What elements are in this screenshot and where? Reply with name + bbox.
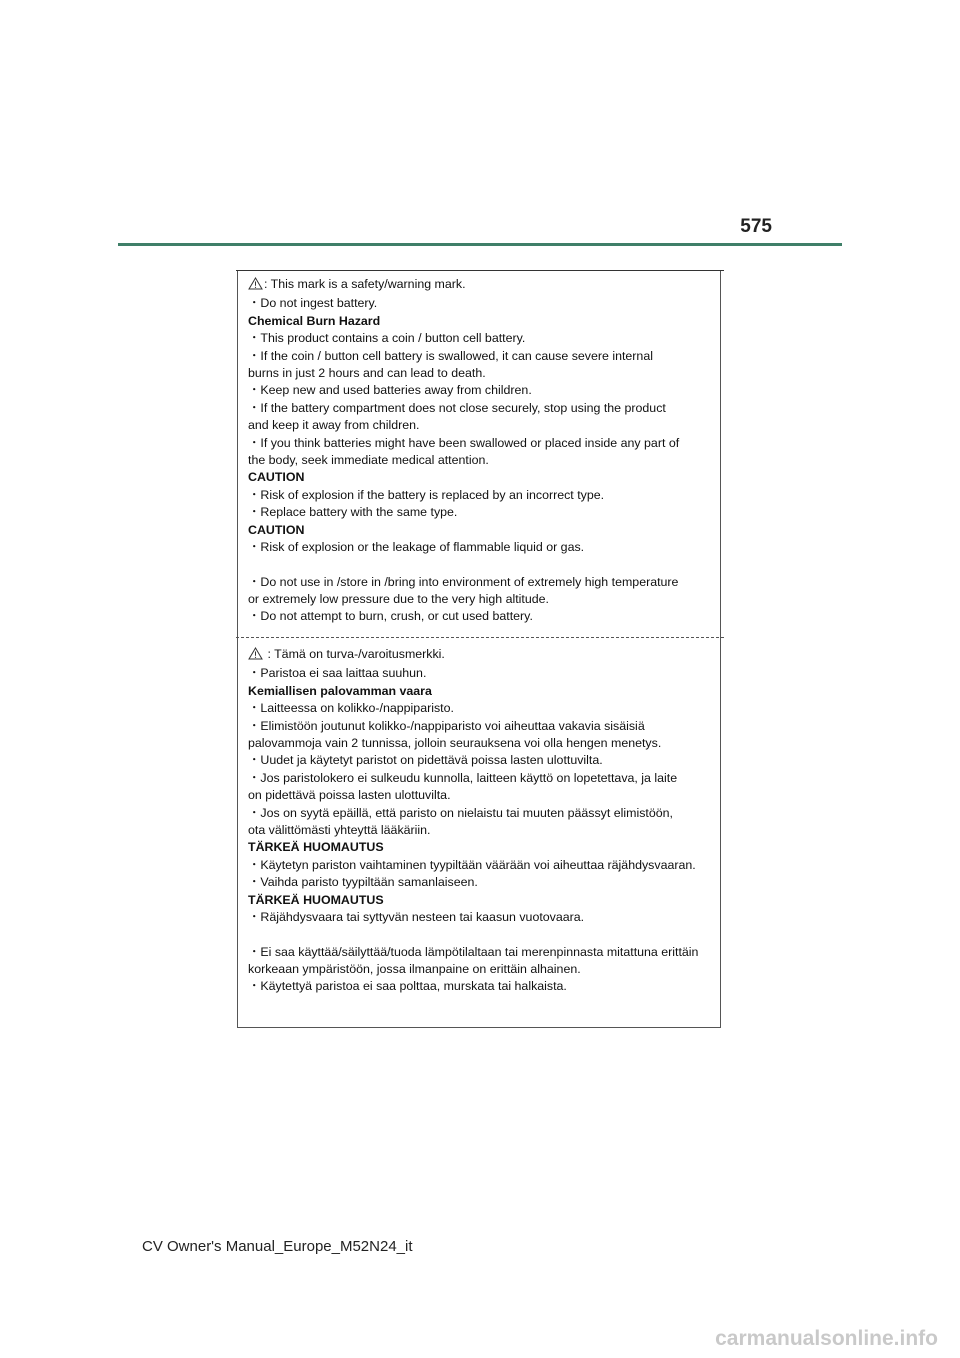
text-line: ・Do not ingest battery. (248, 296, 378, 311)
text-line: ・If the battery compartment does not close securely, stop using the product (248, 400, 666, 415)
text-line: ・Laitteessa on kolikko-/nappiparisto. (248, 701, 454, 716)
text-line: ・This product contains a coin / button cell battery. (248, 331, 526, 346)
text-line: ・Do not attempt to burn, crush, or cut used battery. (248, 609, 533, 624)
english-warning-block (248, 276, 714, 626)
language-divider (236, 637, 724, 638)
text-line: on pidettävä poissa lasten ulottuvilta. (248, 788, 451, 803)
manual-footer: CV Owner's Manual_Europe_M52N24_it (142, 1238, 413, 1255)
text-line: ・Paristoa ei saa laittaa suuhun. (248, 666, 427, 681)
text-line: ・Jos paristolokero ei sulkeudu kunnolla, laitteen käyttö on lopetettava, ja laite (248, 770, 678, 785)
text-line: ・If you think batteries might have been swallowed or placed inside any part of (248, 435, 680, 450)
watermark: carmanualsonline.info (715, 1327, 938, 1350)
section-heading: Kemiallisen palovamman vaara (248, 683, 432, 698)
text-line: ・Do not use in /store in /bring into environment of extremely high temperature (248, 574, 679, 589)
caution-heading: TÄRKEÄ HUOMAUTUS (248, 892, 384, 907)
label-top-border (236, 270, 724, 271)
text-line: the body, seek immediate medical attention. (248, 453, 489, 468)
text-line: ota välittömästi yhteyttä lääkäriin. (248, 823, 431, 838)
spacer (248, 927, 714, 944)
text-line: ・Ei saa käyttää/säilyttää/tuoda lämpötilaltaan tai merenpinnasta mitattuna erittäin (248, 944, 699, 959)
text-line: or extremely low pressure due to the very high altitude. (248, 591, 549, 606)
warning-triangle-icon (248, 277, 263, 295)
text-line: ・Käytettyä paristoa ei saa polttaa, murskata tai halkaista. (248, 979, 567, 994)
text-line: korkeaan ympäristöön, jossa ilmanpaine on erittäin alhainen. (248, 961, 581, 976)
warning-triangle-icon (248, 647, 263, 665)
header-rule (118, 243, 842, 246)
text-line: burns in just 2 hours and can lead to death. (248, 366, 486, 381)
section-heading: Chemical Burn Hazard (248, 313, 381, 328)
spacer (248, 557, 714, 574)
text-line: ・Räjähdysvaara tai syttyvän nesteen tai kaasun vuotovaara. (248, 910, 585, 925)
warning-mark-line: : Tämä on turva-/varoitusmerkki. (248, 646, 714, 665)
finnish-warning-block (248, 646, 714, 996)
battery-warning-label (237, 270, 721, 1028)
text-line: ・Uudet ja käytetyt paristot on pidettävä poissa lasten ulottuvilta. (248, 753, 603, 768)
text-line: ・If the coin / button cell battery is swallowed, it can cause severe internal (248, 348, 653, 363)
page-number: 575 (740, 216, 772, 237)
text-line: and keep it away from children. (248, 418, 420, 433)
text-line: ・Vaihda paristo tyypiltään samanlaiseen. (248, 875, 478, 890)
caution-heading: TÄRKEÄ HUOMAUTUS (248, 840, 384, 855)
text-line: ・Käytetyn pariston vaihtaminen tyypiltään väärään voi aiheuttaa räjähdysvaaran. (248, 857, 696, 872)
text-line: ・Jos on syytä epäillä, että paristo on nielaistu tai muuten päässyt elimistöön, (248, 805, 673, 820)
text-line: ・Risk of explosion if the battery is replaced by an incorrect type. (248, 487, 605, 502)
text-line: ・Replace battery with the same type. (248, 505, 458, 520)
caution-heading: CAUTION (248, 470, 305, 485)
caution-heading: CAUTION (248, 522, 305, 537)
text-line: ・Elimistöön joutunut kolikko-/nappiparisto voi aiheuttaa vakavia sisäisiä (248, 718, 645, 733)
text-line: palovammoja vain 2 tunnissa, jolloin seurauksena voi olla hengen menetys. (248, 736, 662, 751)
text-line: ・Risk of explosion or the leakage of flammable liquid or gas. (248, 540, 585, 555)
text-line: ・Keep new and used batteries away from children. (248, 383, 532, 398)
warning-mark-line: : This mark is a safety/warning mark. (248, 276, 714, 295)
